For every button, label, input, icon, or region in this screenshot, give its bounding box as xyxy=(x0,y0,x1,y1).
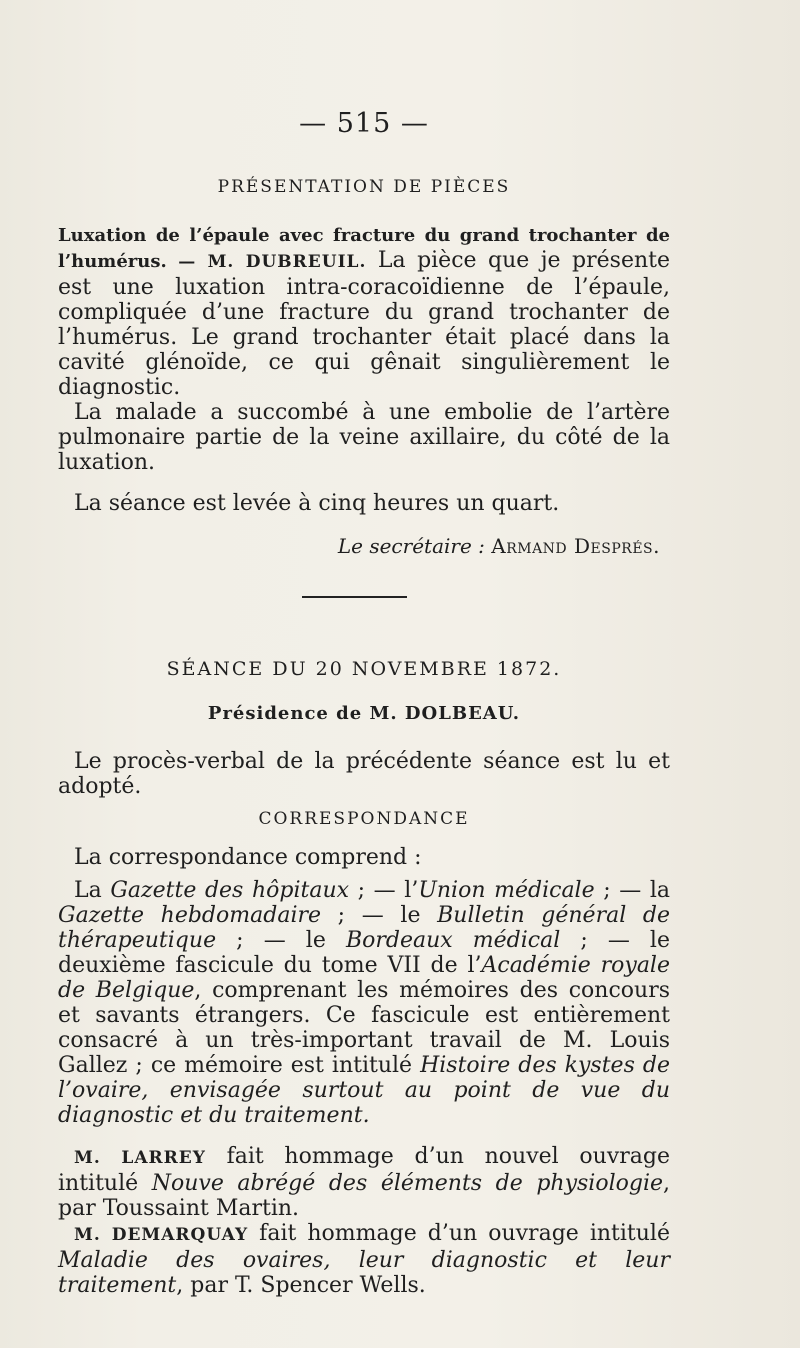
journal-bulletin-therapeutique: Bulletin général de thérapeutique xyxy=(58,903,670,953)
correspondence-paragraph xyxy=(58,878,670,1128)
presentation-text-2: La malade a succombé à une embolie de l’artère pulmonaire partie de la veine axillaire, du côté de la luxation. xyxy=(58,400,670,475)
donation-paragraph-1 xyxy=(58,1144,670,1221)
corr-text-i: ; — le xyxy=(216,928,346,953)
session-title: SÉANCE DU 20 NOVEMBRE 1872. xyxy=(166,658,562,680)
signature-line xyxy=(58,534,670,558)
donor-larrey: M. LARREY xyxy=(74,1148,206,1168)
donation-paragraph-2 xyxy=(58,1221,670,1298)
corr-text-c: ; — l’ xyxy=(349,878,419,903)
presentation-paragraph xyxy=(58,222,670,400)
signature-label: Le secrétaire : xyxy=(337,534,485,558)
spacer xyxy=(58,1128,670,1144)
page-number: — 515 — xyxy=(299,108,429,139)
speaker-name: — M. DUBREUIL. xyxy=(178,252,367,272)
minutes-text: Le procès-verbal de la précédente séance est lu et adopté. xyxy=(58,749,670,799)
donation-tail-1: , par Toussaint Martin. xyxy=(58,1171,671,1221)
corr-text-k: ; — le deuxième fascicule du tome VII de l’ xyxy=(58,928,670,978)
donation-text-2: fait hommage d’un ouvrage intitulé xyxy=(248,1221,670,1246)
signature-name: Armand Després. xyxy=(491,534,660,558)
section-title: PRÉSENTATION DE PIÈCES xyxy=(217,177,511,197)
memoir-title: Histoire des kystes de l’ovaire, envisagée surtout au point de vue du diagnostic et du traitement. xyxy=(58,1053,670,1128)
correspondence-heading: CORRESPONDANCE xyxy=(258,809,470,829)
donation-tail-2: , par T. Spencer Wells. xyxy=(176,1273,426,1298)
corr-text-e: ; — la xyxy=(594,878,671,903)
academy-belgique: Académie royale de Belgique xyxy=(58,953,670,1003)
corr-text-g: ; — le xyxy=(321,903,438,928)
spacer xyxy=(58,870,670,878)
journal-gazette-hopitaux: Gazette des hôpitaux xyxy=(110,878,350,903)
spacer xyxy=(58,475,670,491)
journal-union-medicale: Union médicale xyxy=(418,878,595,903)
book-title-2: Maladie des ovaires, leur diagnostic et leur traitement xyxy=(58,1248,670,1298)
book-title-1: Nouve abrégé des éléments de physiologie xyxy=(151,1171,664,1196)
presentation-lead: Luxation de l’épaule avec fracture du grand trochanter de l’humérus. xyxy=(58,225,670,272)
corr-text-a: La xyxy=(74,878,111,903)
correspondence-intro: La correspondance comprend : xyxy=(74,845,422,870)
donation-text-1: fait hommage d’un nouvel ouvrage intitulé xyxy=(58,1144,670,1196)
journal-gazette-hebdomadaire: Gazette hebdomadaire xyxy=(58,903,322,928)
corr-text-m: , comprenant les mémoires des concours et savants étrangers. Ce fascicule est entièrement consacré à un très-important travail de M. Louis Gallez ; ce mémoire est intitulé xyxy=(58,978,670,1078)
page-content xyxy=(58,108,670,1298)
presidency-line: Présidence de M. DOLBEAU. xyxy=(207,703,521,724)
journal-bordeaux-medical: Bordeaux médical xyxy=(345,928,561,953)
presentation-text-3: La séance est levée à cinq heures un quart. xyxy=(74,491,560,516)
presentation-text-1: La pièce que je présente est une luxation intra-coracoïdienne de l’épaule, compliquée d’une fracture du grand trochanter de l’humérus. Le grand trochanter était placé dans la cavité glénoïde, ce qui gênait singulièrement le diagnostic. xyxy=(58,248,670,400)
donor-demarquay: M. DEMARQUAY xyxy=(74,1225,249,1245)
section-divider xyxy=(302,596,407,598)
